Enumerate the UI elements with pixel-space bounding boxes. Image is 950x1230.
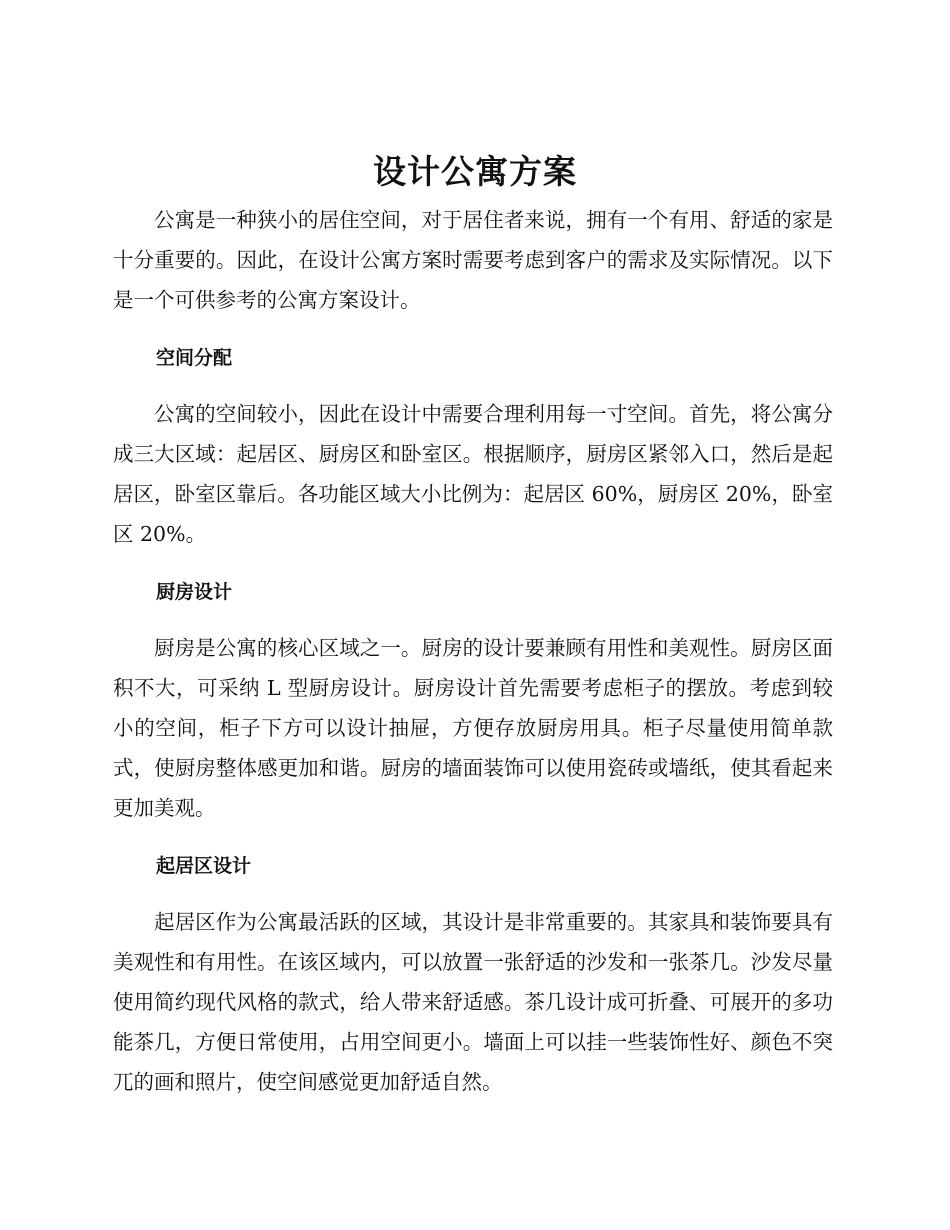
- section-body-living-area-design: 起居区作为公寓最活跃的区域，其设计是非常重要的。其家具和装饰要具有美观性和有用性。在该区域内，可以放置一张舒适的沙发和一张茶几。沙发尽量使用简约现代风格的款式，给人带来舒适感。茶几设计成可折叠、可展开的多功能茶几，方便日常使用，占用空间更小。墙面上可以挂一些装饰性好、颜色不突兀的画和照片，使空间感觉更加舒适自然。: [113, 910, 833, 1094]
- intro-paragraph: 公寓是一种狭小的居住空间，对于居住者来说，拥有一个有用、舒适的家是十分重要的。因此，在设计公寓方案时需要考虑到客户的需求及实际情况。以下是一个可供参考的公寓方案设计。: [113, 208, 833, 312]
- section-body-kitchen-design: 厨房是公寓的核心区域之一。厨房的设计要兼顾有用性和美观性。厨房区面积不大，可采纳 L 型厨房设计。厨房设计首先需要考虑柜子的摆放。考虑到较小的空间，柜子下方可以设计抽屉，方便存放厨房用具。柜子尽量使用简单款式，使厨房整体感更加和谐。厨房的墙面装饰可以使用瓷砖或墙纸，使其看起来更加美观。: [113, 636, 833, 820]
- section-heading-space-allocation: 空间分配: [156, 347, 233, 369]
- section-body-space-allocation: 公寓的空间较小，因此在设计中需要合理利用每一寸空间。首先，将公寓分成三大区域：起居区、厨房区和卧室区。根据顺序，厨房区紧邻入口，然后是起居区，卧室区靠后。各功能区域大小比例为：起居区 60%，厨房区 20%，卧室区 20%。: [113, 402, 833, 546]
- spacer: [113, 828, 833, 846]
- spacer: [113, 886, 833, 902]
- spacer: [113, 378, 833, 394]
- document-body: [113, 200, 833, 1102]
- spacer: [113, 554, 833, 572]
- document-title: 设计公寓方案: [373, 152, 577, 191]
- spacer: [113, 320, 833, 338]
- spacer: [113, 612, 833, 628]
- section-heading-kitchen-design: 厨房设计: [156, 581, 233, 603]
- section-heading-living-area-design: 起居区设计: [156, 855, 252, 877]
